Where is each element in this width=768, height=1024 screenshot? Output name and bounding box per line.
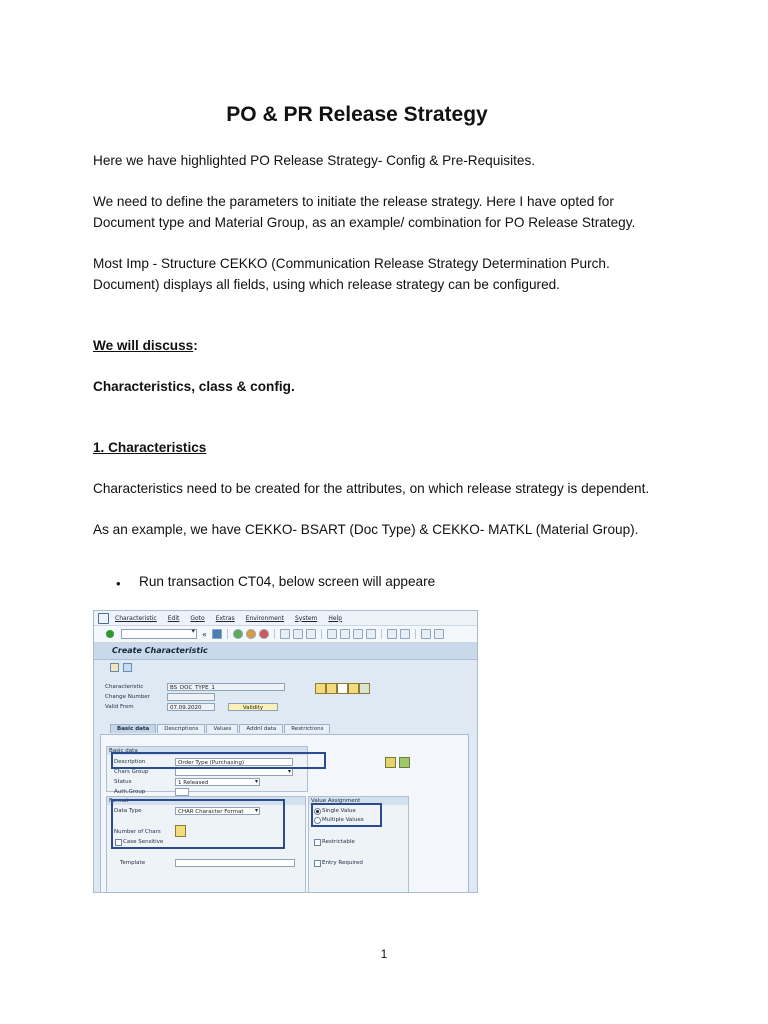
cancel-icon[interactable]	[259, 629, 269, 639]
menu-help[interactable]: Help	[328, 614, 343, 622]
sap-tab-strip	[110, 724, 330, 733]
chars-group-dropdown[interactable]	[175, 768, 293, 776]
number-of-chars-label: Number of Chars	[114, 829, 161, 835]
cekko-paragraph-line-2: Document) displays all fields, using which release strategy can be configured.	[93, 277, 560, 292]
tab-restrictions[interactable]: Restrictions	[284, 724, 330, 733]
tab-descriptions[interactable]: Descriptions	[157, 724, 205, 733]
menu-extras[interactable]: Extras	[215, 614, 235, 622]
copy-icon[interactable]	[348, 683, 359, 694]
valid-from-field[interactable]: 07.09.2020	[167, 703, 215, 711]
new-session-icon[interactable]	[387, 629, 397, 639]
description-field[interactable]: Order Type (Purchasing)	[175, 758, 293, 766]
menu-goto[interactable]: Goto	[190, 614, 205, 622]
section-1-paragraph: Characteristics need to be created for the attributes, on which release strategy is dependent.	[93, 481, 650, 496]
discuss-heading-colon: :	[193, 338, 198, 353]
save-icon[interactable]	[212, 629, 222, 639]
single-value-label: Single Value	[322, 808, 356, 814]
tab-basic-data[interactable]: Basic data	[110, 724, 156, 733]
next-page-icon[interactable]	[353, 629, 363, 639]
where-used-icon[interactable]	[123, 663, 132, 672]
page-number: 1	[380, 947, 388, 961]
translate-icon[interactable]	[385, 757, 396, 768]
toolbar-separator	[227, 629, 228, 639]
long-text-icon[interactable]	[399, 757, 410, 768]
description-highlight-box	[111, 752, 326, 769]
basic-data-panel	[100, 734, 469, 893]
edit-pencil-icon[interactable]	[326, 683, 337, 694]
example-paragraph: As an example, we have CEKKO- BSART (Doc Type) & CEKKO- MATKL (Material Group).	[93, 522, 639, 537]
sap-application-toolbar	[94, 660, 477, 674]
shortcut-icon[interactable]	[400, 629, 410, 639]
auth-group-label: Auth.Group	[114, 789, 146, 795]
section-1-heading: 1. Characteristics	[93, 440, 207, 455]
params-paragraph-line-2: Document type and Material Group, as an example/ combination for PO Release Strategy.	[93, 215, 636, 230]
bullet-marker: •	[116, 576, 121, 591]
change-number-field[interactable]	[167, 693, 215, 701]
exit-icon[interactable]	[246, 629, 256, 639]
layout-menu-icon[interactable]	[434, 629, 444, 639]
first-page-icon[interactable]	[327, 629, 337, 639]
validity-button[interactable]: Validity	[228, 703, 278, 711]
status-dropdown[interactable]: 1 Released ▾	[175, 778, 260, 786]
entry-required-checkbox[interactable]	[314, 860, 321, 867]
document-title: PO & PR Release Strategy	[226, 103, 488, 126]
print-icon[interactable]	[280, 629, 290, 639]
sap-screen-title: Create Characteristic	[94, 643, 477, 660]
tab-values[interactable]: Values	[206, 724, 238, 733]
restrictable-label: Restrictable	[322, 839, 355, 845]
menu-system[interactable]: System	[294, 614, 318, 622]
data-type-dropdown[interactable]: CHAR Character Format ▾	[175, 807, 260, 815]
characteristic-field[interactable]: BS_DOC_TYPE_1	[167, 683, 285, 691]
enter-check-icon[interactable]	[106, 630, 114, 638]
toolbar-separator	[381, 629, 382, 639]
sap-menu-bar	[94, 611, 477, 626]
tab-addnl-data[interactable]: Addnl data	[239, 724, 283, 733]
discuss-items: Characteristics, class & config.	[93, 379, 295, 394]
menu-environment[interactable]: Environment	[245, 614, 284, 622]
command-field[interactable]	[121, 629, 197, 639]
intro-paragraph: Here we have highlighted PO Release Strategy- Config & Pre-Requisites.	[93, 153, 536, 168]
multiple-values-label: Multiple Values	[322, 817, 364, 823]
case-sensitive-label: Case Sensitive	[123, 839, 164, 845]
toolbar-separator	[415, 629, 416, 639]
sap-window-icon	[98, 613, 109, 624]
auth-group-field[interactable]	[175, 788, 189, 796]
menu-characteristic[interactable]: Characteristic	[115, 614, 157, 622]
basic-data-group-title: Basic data	[107, 747, 307, 755]
sap-standard-toolbar	[94, 626, 477, 643]
document-icon[interactable]	[337, 683, 348, 694]
value-assignment-group-title: Value Assignment	[309, 797, 408, 805]
status-label: Status	[114, 779, 132, 785]
template-label: Template	[120, 860, 146, 866]
data-type-label: Data Type	[114, 808, 142, 814]
chars-group-label: Chars Group	[114, 769, 149, 775]
back-icon[interactable]	[233, 629, 243, 639]
toolbar-separator	[321, 629, 322, 639]
find-icon[interactable]	[293, 629, 303, 639]
discuss-heading-text: We will discuss	[93, 338, 194, 353]
entry-required-label: Entry Required	[322, 860, 363, 866]
help-icon[interactable]	[421, 629, 431, 639]
sap-ct04-screenshot	[93, 610, 478, 893]
previous-page-icon[interactable]	[340, 629, 350, 639]
valid-from-label: Valid From	[105, 704, 134, 710]
menu-edit[interactable]: Edit	[167, 614, 180, 622]
toolbar-separator	[274, 629, 275, 639]
collapse-arrows-icon[interactable]: «	[202, 629, 207, 639]
change-number-label: Change Number	[105, 694, 150, 700]
object-icon[interactable]	[359, 683, 370, 694]
restrictable-checkbox[interactable]	[314, 839, 321, 846]
characteristic-label: Characteristic	[105, 684, 144, 690]
template-field[interactable]	[175, 859, 295, 867]
other-characteristic-icon[interactable]	[110, 663, 119, 672]
format-group-title: Format	[107, 797, 305, 805]
find-next-icon[interactable]	[306, 629, 316, 639]
discuss-heading	[93, 335, 693, 356]
change-icon[interactable]	[315, 683, 326, 694]
description-label: Description	[114, 759, 146, 765]
bullet-text: Run transaction CT04, below screen will appeare	[139, 574, 436, 589]
cekko-paragraph-line-1: Most Imp - Structure CEKKO (Communication Release Strategy Determination Purch.	[93, 256, 610, 271]
format-highlight-box	[111, 799, 285, 849]
value-assignment-highlight-box	[311, 803, 382, 827]
last-page-icon[interactable]	[366, 629, 376, 639]
params-paragraph-line-1: We need to define the parameters to initiate the release strategy. Here I have opted for	[93, 194, 614, 209]
